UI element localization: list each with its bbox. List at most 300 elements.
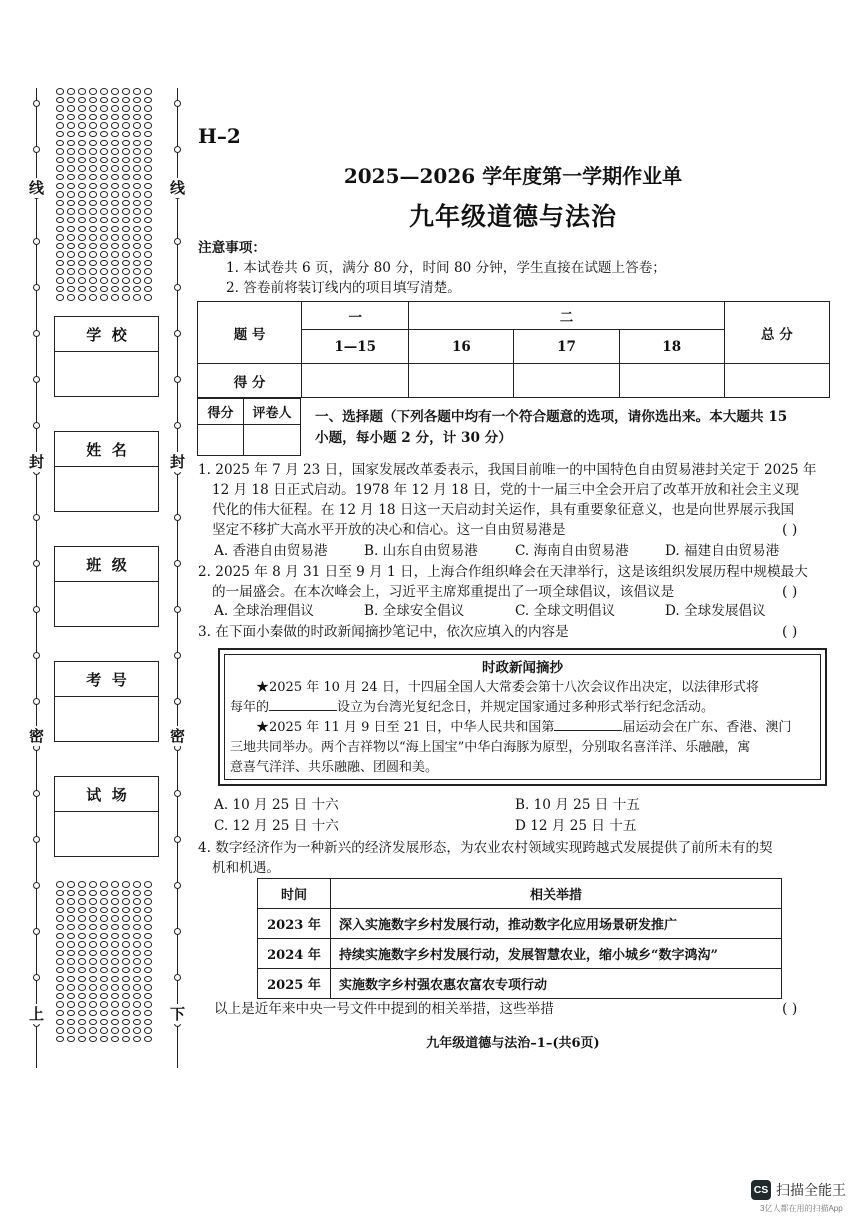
binding-word-xia-right: 下 bbox=[170, 1005, 186, 1023]
binding-dot bbox=[67, 260, 75, 267]
binding-hole bbox=[33, 928, 40, 935]
binding-dot bbox=[67, 890, 75, 897]
binding-dot bbox=[78, 148, 86, 155]
binding-hole bbox=[174, 606, 181, 613]
q3-option-b[interactable]: B. 10 月 25 日 十五 bbox=[515, 797, 640, 813]
binding-dot bbox=[56, 131, 64, 138]
q1-option-a[interactable]: A. 香港自由贸易港 bbox=[214, 543, 328, 559]
binding-dot bbox=[111, 1001, 119, 1008]
binding-dot bbox=[89, 881, 97, 888]
q2-option-d[interactable]: D. 全球发展倡议 bbox=[665, 603, 766, 619]
binding-hole bbox=[33, 606, 40, 613]
binding-dot bbox=[100, 967, 108, 974]
binding-dot bbox=[78, 933, 86, 940]
binding-dot bbox=[89, 114, 97, 121]
binding-word-xian-right: 线 bbox=[170, 179, 186, 197]
binding-dot bbox=[122, 941, 130, 948]
binding-dot bbox=[144, 243, 152, 250]
binding-dot bbox=[100, 1001, 108, 1008]
binding-dot bbox=[144, 140, 152, 147]
binding-dot bbox=[78, 105, 86, 112]
binding-dot bbox=[144, 1019, 152, 1026]
binding-dot bbox=[100, 976, 108, 983]
binding-line-left bbox=[36, 88, 37, 1068]
binding-dot bbox=[56, 941, 64, 948]
measures-table bbox=[257, 878, 782, 999]
binding-dot bbox=[144, 933, 152, 940]
field-school-input[interactable] bbox=[55, 352, 158, 396]
binding-dot bbox=[133, 890, 141, 897]
binding-dot bbox=[122, 105, 130, 112]
binding-dot bbox=[78, 114, 86, 121]
binding-dot bbox=[56, 140, 64, 147]
binding-dot bbox=[67, 1010, 75, 1017]
binding-dot bbox=[133, 915, 141, 922]
binding-dot bbox=[111, 915, 119, 922]
table-row bbox=[258, 969, 782, 999]
field-name-label: 姓 名 bbox=[55, 432, 158, 467]
binding-dot bbox=[56, 933, 64, 940]
binding-dot bbox=[111, 243, 119, 250]
binding-hole bbox=[174, 560, 181, 567]
binding-dot bbox=[144, 88, 152, 95]
binding-dot bbox=[78, 950, 86, 957]
binding-hole bbox=[33, 422, 40, 429]
binding-hole bbox=[174, 100, 181, 107]
binding-dot bbox=[67, 88, 75, 95]
binding-dot bbox=[89, 950, 97, 957]
binding-dot bbox=[122, 898, 130, 905]
binding-dot bbox=[144, 268, 152, 275]
binding-hole bbox=[174, 790, 181, 797]
binding-dot bbox=[133, 268, 141, 275]
binding-dot bbox=[122, 97, 130, 104]
binding-dot bbox=[100, 140, 108, 147]
binding-dot bbox=[133, 1001, 141, 1008]
binding-dot bbox=[122, 148, 130, 155]
binding-dot bbox=[122, 950, 130, 957]
grader-score-label: 得分 bbox=[198, 399, 244, 425]
binding-dot bbox=[111, 958, 119, 965]
score-table-sub-3: 17 bbox=[514, 330, 619, 364]
binding-dot bbox=[100, 251, 108, 258]
binding-dot bbox=[67, 243, 75, 250]
news-item-1-pre: 每年的 bbox=[230, 700, 270, 715]
binding-dot bbox=[100, 131, 108, 138]
page-footer: 九年级道德与法治–1–(共6页) bbox=[426, 1036, 600, 1051]
binding-dot bbox=[122, 924, 130, 931]
binding-word-feng-right: 封 bbox=[170, 453, 186, 471]
binding-dot bbox=[78, 88, 86, 95]
table-row bbox=[258, 909, 782, 939]
camscanner-tagline: 3亿人都在用的扫描App bbox=[760, 1204, 843, 1213]
binding-hole bbox=[174, 514, 181, 521]
binding-dot bbox=[144, 251, 152, 258]
score-table-score-label: 得 分 bbox=[198, 364, 302, 398]
binding-dot bbox=[78, 286, 86, 293]
binding-dot bbox=[122, 277, 130, 284]
binding-line-right bbox=[177, 88, 178, 1068]
binding-word-mi-right: 密 bbox=[170, 727, 186, 745]
binding-dot bbox=[111, 114, 119, 121]
binding-dot bbox=[144, 286, 152, 293]
binding-dot bbox=[133, 251, 141, 258]
binding-hole bbox=[174, 928, 181, 935]
score-table-section-one: 一 bbox=[302, 302, 409, 330]
binding-hole bbox=[33, 284, 40, 291]
binding-dot bbox=[133, 967, 141, 974]
binding-dot bbox=[111, 140, 119, 147]
binding-dot bbox=[133, 97, 141, 104]
binding-dot bbox=[111, 907, 119, 914]
binding-hole bbox=[174, 652, 181, 659]
score-cell-total[interactable] bbox=[724, 364, 829, 398]
q3-option-c[interactable]: C. 12 月 25 日 十六 bbox=[214, 818, 339, 834]
news-blank-1[interactable] bbox=[269, 698, 337, 711]
binding-hole bbox=[174, 974, 181, 981]
news-excerpt-title: 时政新闻摘抄 bbox=[482, 660, 563, 676]
binding-dot bbox=[56, 967, 64, 974]
binding-dot bbox=[122, 294, 130, 301]
binding-dot bbox=[78, 243, 86, 250]
binding-dot bbox=[122, 140, 130, 147]
binding-dot bbox=[56, 97, 64, 104]
binding-dot bbox=[111, 890, 119, 897]
binding-dot bbox=[56, 958, 64, 965]
measures-header-measure: 相关举措 bbox=[331, 879, 782, 909]
binding-dot bbox=[122, 881, 130, 888]
score-cell-4[interactable] bbox=[619, 364, 724, 398]
binding-dot bbox=[144, 950, 152, 957]
binding-dot bbox=[89, 294, 97, 301]
table-row bbox=[258, 939, 782, 969]
measures-header-time: 时间 bbox=[258, 879, 331, 909]
binding-dot bbox=[144, 881, 152, 888]
binding-dot bbox=[89, 1001, 97, 1008]
score-table-sub-2: 16 bbox=[409, 330, 514, 364]
measures-year: 2024 年 bbox=[258, 939, 331, 969]
binding-dot bbox=[133, 131, 141, 138]
binding-dot bbox=[78, 915, 86, 922]
field-school-label: 学 校 bbox=[55, 317, 158, 352]
q1-line-3: 代化的伟大征程。在 12 月 18 日这一天启动封关运作，具有重要象征意义，也是向世界展示我国 bbox=[212, 502, 795, 518]
binding-dot bbox=[89, 97, 97, 104]
q1-answer-bracket[interactable]: ( ) bbox=[782, 522, 798, 538]
binding-dot bbox=[111, 88, 119, 95]
score-table bbox=[197, 301, 830, 398]
binding-dot bbox=[56, 993, 64, 1000]
binding-dot bbox=[100, 234, 108, 241]
binding-dot bbox=[100, 277, 108, 284]
binding-dot bbox=[89, 140, 97, 147]
binding-dot bbox=[89, 958, 97, 965]
binding-dot bbox=[111, 148, 119, 155]
binding-dot bbox=[56, 1010, 64, 1017]
binding-dot bbox=[122, 131, 130, 138]
binding-dot bbox=[89, 286, 97, 293]
binding-dot bbox=[133, 114, 141, 121]
binding-dot bbox=[144, 294, 152, 301]
binding-dot bbox=[133, 260, 141, 267]
score-table-total-label: 总 分 bbox=[724, 302, 829, 364]
binding-dot bbox=[111, 1010, 119, 1017]
binding-dot bbox=[111, 260, 119, 267]
binding-dot bbox=[56, 898, 64, 905]
binding-dot bbox=[78, 958, 86, 965]
binding-hole bbox=[174, 836, 181, 843]
binding-dot bbox=[100, 105, 108, 112]
binding-hole bbox=[33, 974, 40, 981]
binding-dot bbox=[89, 88, 97, 95]
field-class-input[interactable] bbox=[55, 582, 158, 626]
binding-dot bbox=[133, 984, 141, 991]
binding-dot bbox=[56, 148, 64, 155]
binding-dot bbox=[56, 924, 64, 931]
field-name[interactable] bbox=[54, 431, 159, 512]
binding-dot bbox=[100, 1010, 108, 1017]
binding-dot bbox=[122, 1001, 130, 1008]
binding-hole bbox=[174, 284, 181, 291]
score-cell-3[interactable] bbox=[514, 364, 619, 398]
news-item-2-line-1 bbox=[256, 718, 791, 738]
binding-dot bbox=[100, 898, 108, 905]
measures-text: 深入实施数字乡村发展行动，推动数字化应用场景研发推广 bbox=[331, 909, 782, 939]
binding-dot bbox=[67, 941, 75, 948]
binding-dot bbox=[67, 881, 75, 888]
q1-option-d[interactable]: D. 福建自由贸易港 bbox=[665, 543, 780, 559]
binding-dot bbox=[111, 131, 119, 138]
binding-dot bbox=[122, 967, 130, 974]
binding-dot bbox=[78, 131, 86, 138]
grader-name-cell[interactable] bbox=[244, 425, 301, 456]
binding-dot bbox=[111, 105, 119, 112]
binding-hole bbox=[33, 146, 40, 153]
news-item-2-post: 届运动会在广东、香港、澳门 bbox=[622, 720, 792, 735]
binding-dot bbox=[100, 148, 108, 155]
binding-dot bbox=[78, 890, 86, 897]
q4-line-1: 4. 数字经济作为一种新兴的经济发展形态，为农业农村领域实现跨越式发展提供了前所未有的契 bbox=[198, 840, 773, 856]
binding-dot bbox=[67, 234, 75, 241]
binding-dot bbox=[100, 950, 108, 957]
binding-dot bbox=[100, 88, 108, 95]
binding-dot bbox=[67, 277, 75, 284]
binding-dot bbox=[100, 286, 108, 293]
q2-option-b[interactable]: B. 全球安全倡议 bbox=[364, 603, 465, 619]
score-cell-1[interactable] bbox=[302, 364, 409, 398]
q3-stem: 3. 在下面小秦做的时政新闻摘抄笔记中，依次应填入的内容是 bbox=[198, 624, 569, 640]
binding-dot bbox=[144, 984, 152, 991]
binding-dot bbox=[78, 993, 86, 1000]
binding-dot bbox=[100, 97, 108, 104]
grader-name-label: 评卷人 bbox=[244, 399, 301, 425]
binding-dot bbox=[78, 234, 86, 241]
binding-dot bbox=[122, 890, 130, 897]
field-class[interactable] bbox=[54, 546, 159, 627]
binding-dot bbox=[89, 984, 97, 991]
binding-dot bbox=[78, 881, 86, 888]
q3-option-d[interactable]: D 12 月 25 日 十五 bbox=[515, 818, 637, 834]
binding-dot bbox=[144, 915, 152, 922]
binding-dot bbox=[122, 88, 130, 95]
binding-dot bbox=[89, 148, 97, 155]
news-item-1-line-1: ★2025 年 10 月 24 日，十四届全国人大常委会第十八次会议作出决定，以法律形式将 bbox=[256, 680, 759, 695]
binding-dot bbox=[122, 933, 130, 940]
binding-dot bbox=[111, 941, 119, 948]
binding-dot bbox=[111, 251, 119, 258]
binding-dot bbox=[111, 277, 119, 284]
binding-dot bbox=[122, 1019, 130, 1026]
field-school[interactable] bbox=[54, 316, 159, 397]
score-table-question-label: 题 号 bbox=[198, 302, 302, 364]
field-exam-room-label: 试 场 bbox=[55, 777, 158, 812]
news-item-2-pre: ★2025 年 11 月 9 日至 21 日，中华人民共和国第 bbox=[256, 720, 555, 735]
binding-dot bbox=[89, 890, 97, 897]
binding-hole bbox=[174, 882, 181, 889]
binding-dot bbox=[133, 277, 141, 284]
binding-dot bbox=[78, 907, 86, 914]
binding-dot bbox=[133, 105, 141, 112]
paper-subject: 九年级道德与法治 bbox=[408, 202, 617, 231]
binding-dot bbox=[67, 97, 75, 104]
binding-dot bbox=[100, 294, 108, 301]
field-exam-number-input[interactable] bbox=[55, 697, 158, 741]
grader-score-cell[interactable] bbox=[198, 425, 244, 456]
binding-dot bbox=[133, 1010, 141, 1017]
measures-text: 实施数字乡村强农惠农富农专项行动 bbox=[331, 969, 782, 999]
q3-answer-bracket[interactable]: ( ) bbox=[782, 624, 798, 640]
binding-dot bbox=[56, 122, 64, 129]
binding-dot bbox=[67, 122, 75, 129]
binding-dot bbox=[56, 950, 64, 957]
binding-dot bbox=[100, 907, 108, 914]
binding-dot bbox=[122, 268, 130, 275]
binding-dot bbox=[78, 984, 86, 991]
binding-dot bbox=[89, 260, 97, 267]
binding-dot bbox=[56, 294, 64, 301]
binding-dot bbox=[56, 1001, 64, 1008]
q1-line-2: 12 月 18 日正式启动。1978 年 12 月 18 日，党的十一届三中全会开启了改革开放和社会主义现 bbox=[212, 482, 799, 498]
binding-dot bbox=[111, 234, 119, 241]
q1-option-c[interactable]: C. 海南自由贸易港 bbox=[515, 543, 629, 559]
binding-dot bbox=[56, 890, 64, 897]
binding-dot bbox=[78, 967, 86, 974]
binding-word-feng-left: 封 bbox=[29, 453, 45, 471]
binding-dot bbox=[78, 251, 86, 258]
binding-dot bbox=[67, 1001, 75, 1008]
binding-dot bbox=[100, 984, 108, 991]
binding-dot bbox=[100, 243, 108, 250]
binding-dot bbox=[67, 148, 75, 155]
binding-dot bbox=[100, 122, 108, 129]
binding-dot bbox=[133, 140, 141, 147]
binding-dot bbox=[100, 1019, 108, 1026]
binding-dot-pattern-bottom bbox=[56, 881, 155, 1044]
binding-dot bbox=[111, 933, 119, 940]
binding-dot bbox=[111, 122, 119, 129]
binding-dot bbox=[133, 941, 141, 948]
binding-dot bbox=[133, 243, 141, 250]
binding-dot bbox=[144, 976, 152, 983]
binding-dot bbox=[67, 898, 75, 905]
binding-dot bbox=[67, 967, 75, 974]
binding-dot bbox=[67, 993, 75, 1000]
binding-dot bbox=[144, 907, 152, 914]
binding-dot bbox=[56, 268, 64, 275]
field-exam-room[interactable] bbox=[54, 776, 159, 857]
binding-dot bbox=[144, 260, 152, 267]
q3-option-a[interactable]: A. 10 月 25 日 十六 bbox=[214, 797, 339, 813]
binding-dot bbox=[133, 976, 141, 983]
binding-dot bbox=[89, 243, 97, 250]
binding-dot bbox=[100, 933, 108, 940]
binding-hole bbox=[33, 882, 40, 889]
binding-dot bbox=[144, 97, 152, 104]
binding-dot bbox=[100, 881, 108, 888]
binding-dot bbox=[67, 286, 75, 293]
binding-dot bbox=[111, 268, 119, 275]
binding-dot bbox=[67, 105, 75, 112]
binding-dot bbox=[111, 967, 119, 974]
binding-dot bbox=[67, 933, 75, 940]
binding-dot bbox=[78, 924, 86, 931]
binding-dot bbox=[100, 260, 108, 267]
field-name-input[interactable] bbox=[55, 467, 158, 511]
score-cell-2[interactable] bbox=[409, 364, 514, 398]
binding-dot bbox=[100, 114, 108, 121]
binding-dot bbox=[100, 890, 108, 897]
score-table-section-two: 二 bbox=[409, 302, 724, 330]
binding-hole bbox=[174, 376, 181, 383]
notes-item-2: 2. 答卷前将装订线内的项目填写清楚。 bbox=[226, 280, 461, 296]
binding-dot bbox=[111, 97, 119, 104]
binding-hole bbox=[174, 146, 181, 153]
binding-hole bbox=[33, 652, 40, 659]
binding-word-shang-left: 上 bbox=[29, 1005, 45, 1023]
news-blank-2[interactable] bbox=[554, 718, 622, 731]
binding-dot bbox=[111, 294, 119, 301]
binding-hole bbox=[33, 376, 40, 383]
binding-dot-pattern-top bbox=[56, 88, 155, 303]
binding-dot bbox=[144, 1001, 152, 1008]
q4-answer-bracket[interactable]: ( ) bbox=[782, 1001, 798, 1017]
paper-title: 2025—2026 学年度第一学期作业单 bbox=[343, 164, 683, 188]
binding-dot bbox=[56, 1019, 64, 1026]
section-one-heading-line1: 一、选择题（下列各题中均有一个符合题意的选项，请你选出来。本大题共 15 bbox=[315, 409, 788, 425]
q2-option-a[interactable]: A. 全球治理倡议 bbox=[214, 603, 315, 619]
binding-dot bbox=[56, 277, 64, 284]
measures-year: 2023 年 bbox=[258, 909, 331, 939]
binding-dot bbox=[133, 933, 141, 940]
binding-dot bbox=[133, 924, 141, 931]
binding-dot bbox=[56, 105, 64, 112]
q2-option-c[interactable]: C. 全球文明倡议 bbox=[515, 603, 616, 619]
q2-answer-bracket[interactable]: ( ) bbox=[782, 584, 798, 600]
binding-dot bbox=[89, 967, 97, 974]
field-exam-room-input[interactable] bbox=[55, 812, 158, 856]
binding-hole bbox=[33, 514, 40, 521]
q4-after-text: 以上是近年来中央一号文件中提到的相关举措，这些举措 bbox=[214, 1001, 554, 1017]
binding-dot bbox=[56, 915, 64, 922]
binding-dot bbox=[67, 131, 75, 138]
binding-dot bbox=[89, 898, 97, 905]
binding-dot bbox=[89, 105, 97, 112]
news-excerpt-box bbox=[218, 648, 827, 786]
binding-dot bbox=[78, 122, 86, 129]
field-exam-number[interactable] bbox=[54, 661, 159, 742]
camscanner-logo: CS bbox=[751, 1180, 771, 1200]
q1-option-b[interactable]: B. 山东自由贸易港 bbox=[364, 543, 478, 559]
score-table-sub-1: 1—15 bbox=[302, 330, 409, 364]
